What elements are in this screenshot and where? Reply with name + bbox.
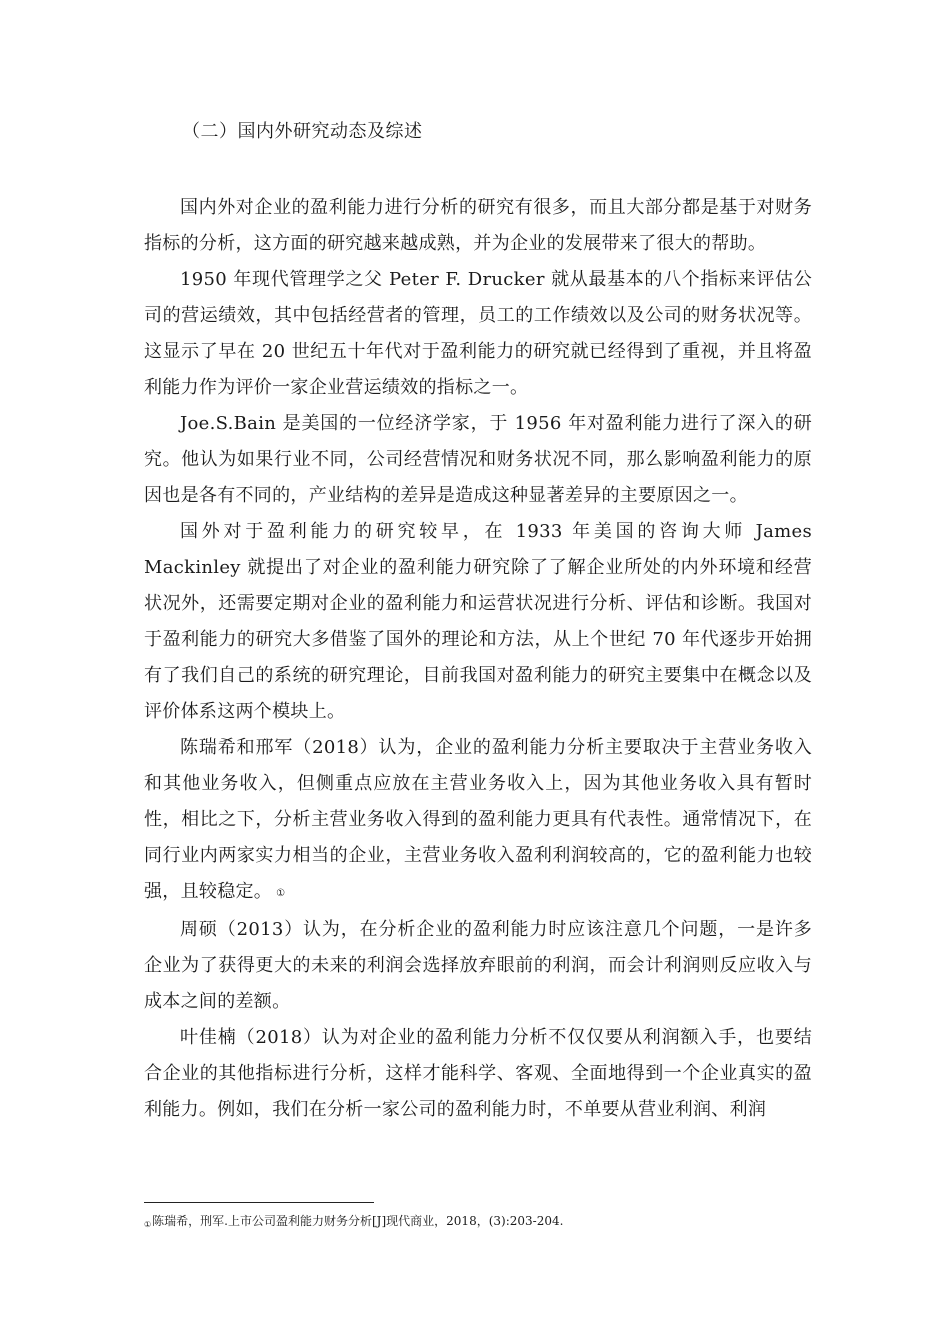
footnote-reference-marker[interactable]: ①: [276, 888, 286, 899]
paragraph-chen-xing: [144, 730, 812, 912]
paragraph-zhou-shuo: 周硕（2013）认为，在分析企业的盈利能力时应该注意几个问题，一是许多企业为了获得更大的未来的利润会选择放弃眼前的利润，而会计利润则反应收入与成本之间的差额。: [144, 919, 812, 1012]
section-heading: （二）国内外研究动态及综述: [182, 121, 423, 142]
footnote: [144, 1212, 563, 1234]
paragraph-ye-jianan: 叶佳楠（2018）认为对企业的盈利能力分析不仅仅要从利润额入手，也要结合企业的其他指标进行分析，这样才能科学、客观、全面地得到一个企业真实的盈利能力。例如，我们在分析一家公司的盈利能力时，不单要从营业利润、利润: [144, 1027, 812, 1120]
body-text: [144, 190, 812, 1128]
paragraph-mackinley: 国外对于盈利能力的研究较早，在 1933 年美国的咨询大师 James Mackinley 就提出了对企业的盈利能力研究除了了解企业所处的内外环境和经营状况外，还需要定期对企业的盈利能力和运营状况进行分析、评估和诊断。我国对于盈利能力的研究大多借鉴了国外的理论和方法，从上个世纪 70 年代逐步开始拥有了我们自己的系统的研究理论，目前我国对盈利能力的研究主要集中在概念以及评价体系这两个模块上。: [144, 521, 812, 722]
paragraph-drucker: 1950 年现代管理学之父 Peter F. Drucker 就从最基本的八个指标来评估公司的营运绩效，其中包括经营者的管理，员工的工作绩效以及公司的财务状况等。这显示了早在 20 世纪五十年代对于盈利能力的研究就已经得到了重视，并且将盈利能力作为评价一家企业营运绩效的指标之一。: [144, 269, 813, 398]
footnote-text: 陈瑞希，刑军.上市公司盈利能力财务分析[J]现代商业，2018，(3):203-204.: [152, 1214, 564, 1228]
footnote-number: ①: [144, 1220, 152, 1229]
paragraph-overview: 国内外对企业的盈利能力进行分析的研究有很多，而且大部分都是基于对财务指标的分析，这方面的研究越来越成熟，并为企业的发展带来了很大的帮助。: [144, 197, 812, 254]
paragraph-chen-xing-text: 陈瑞希和邢军（2018）认为，企业的盈利能力分析主要取决于主营业务收入和其他业务收入，但侧重点应放在主营业务收入上，因为其他业务收入具有暂时性，相比之下，分析主营业务收入得到的盈利能力更具有代表性。通常情况下，在同行业内两家实力相当的企业，主营业务收入盈利利润较高的，它的盈利能力也较强，且较稳定。: [144, 737, 812, 902]
footnote-separator: [144, 1202, 374, 1203]
paragraph-bain: Joe.S.Bain 是美国的一位经济学家，于 1956 年对盈利能力进行了深入的研究。他认为如果行业不同，公司经营情况和财务状况不同，那么影响盈利能力的原因也是各有不同的，产业结构的差异是造成这种显著差异的主要原因之一。: [144, 413, 812, 506]
